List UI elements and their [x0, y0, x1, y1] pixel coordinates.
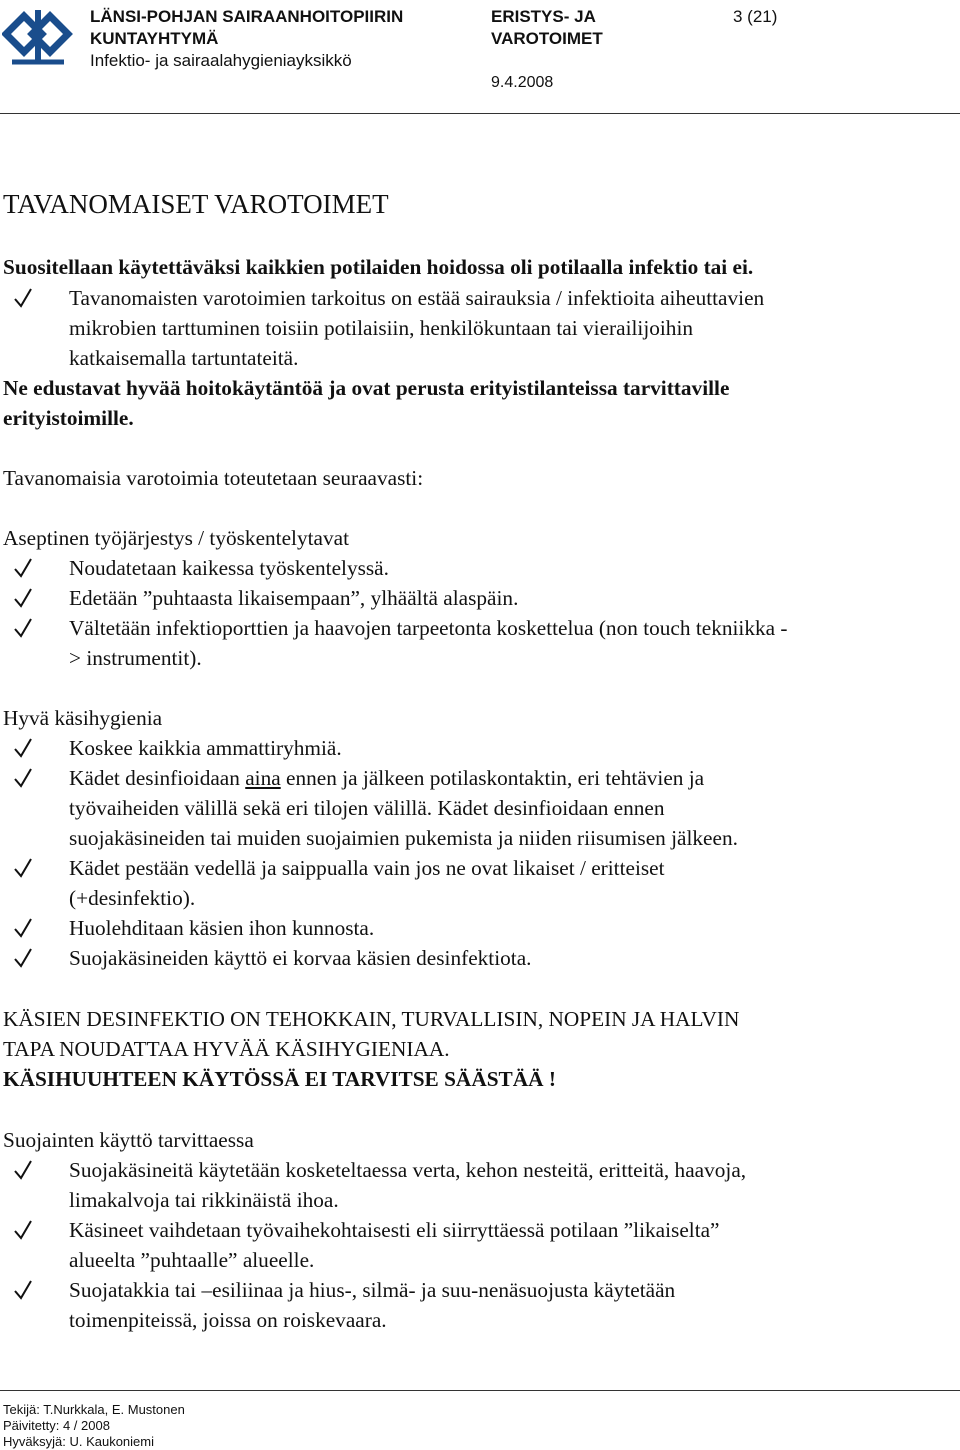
basis-text: erityistoimille. — [3, 406, 134, 430]
list-item-text: Vältetään infektioporttien ja haavojen tarpeetonta koskettelua (non touch tekniikka - — [69, 616, 788, 640]
document-date: 9.4.2008 — [491, 74, 554, 91]
list-item — [3, 613, 958, 673]
check-icon — [14, 613, 32, 643]
organization-name-line2: KUNTAYHTYMÄ — [90, 29, 219, 48]
implementation-heading: Tavanomaisia varotoimia toteutetaan seuraavasti: — [3, 466, 424, 490]
check-icon — [14, 553, 32, 583]
list-item-text: katkaisemalla tartuntateitä. — [69, 346, 299, 370]
list-item-text: Noudatetaan kaikessa työskentelyssä. — [69, 556, 389, 580]
list-item — [3, 283, 958, 373]
check-icon — [14, 1155, 32, 1185]
footer-divider — [0, 1390, 960, 1391]
footer-updated: Päivitetty: 4 / 2008 — [3, 1418, 110, 1433]
list-item-text-part: Kädet desinfioidaan — [69, 766, 246, 790]
check-icon — [14, 763, 32, 793]
list-item-text: Kädet pestään vedellä ja saippualla vain jos ne ovat likaiset / eritteiset — [69, 856, 665, 880]
organization-name: LÄNSI-POHJAN SAIRAANHOITOPIIRIN — [90, 7, 404, 26]
list-item — [3, 583, 958, 613]
list-item-text: mikrobien tarttuminen toisiin potilaisiin, henkilökuntaan tai vierailijoihin — [69, 316, 694, 340]
hygiene-heading: Hyvä käsihygienia — [3, 706, 163, 730]
emphasis-text: KÄSIEN DESINFEKTIO ON TEHOKKAIN, TURVALLISIN, NOPEIN JA HALVIN — [3, 1007, 740, 1031]
footer-approved: Hyväksyjä: U. Kaukoniemi — [3, 1434, 154, 1449]
list-item-text: Koskee kaikkia ammattiryhmiä. — [69, 736, 342, 760]
check-icon — [14, 853, 32, 883]
list-item — [3, 763, 958, 853]
check-icon — [14, 583, 32, 613]
check-icon — [14, 283, 32, 313]
list-item-text: Suojatakkia tai –esiliinaa ja hius-, silmä- ja suu-nenäsuojusta käytetään — [69, 1278, 676, 1302]
basis-text: Ne edustavat hyvää hoitokäytäntöä ja ovat perusta erityistilanteissa tarvittaville — [3, 376, 730, 400]
section-title: TAVANOMAISET VAROTOIMET — [3, 189, 389, 219]
list-item-text: (+desinfektio). — [69, 886, 196, 910]
aseptic-heading: Aseptinen työjärjestys / työskentelytavat — [3, 526, 350, 550]
list-item-text: Huolehditaan käsien ihon kunnosta. — [69, 916, 375, 940]
list-item-text: alueelta ”puhtaalle” alueelle. — [69, 1248, 315, 1272]
document-title: ERISTYS- JA — [491, 7, 596, 26]
check-icon — [14, 1275, 32, 1305]
list-item — [3, 913, 958, 943]
list-item — [3, 1275, 958, 1335]
list-item — [3, 553, 958, 583]
check-icon — [14, 1215, 32, 1245]
list-item — [3, 853, 958, 913]
emphasis-bold-text: KÄSIHUUHTEEN KÄYTÖSSÄ EI TARVITSE SÄÄSTÄÄ ! — [3, 1067, 556, 1091]
page-number: 3 (21) — [733, 7, 778, 26]
list-item-text: toimenpiteissä, joissa on roiskevaara. — [69, 1308, 387, 1332]
list-item-text-part: ennen ja jälkeen potilaskontaktin, eri tehtävien ja — [280, 766, 705, 790]
check-icon — [14, 913, 32, 943]
list-item-text: Edetään ”puhtaasta likaisempaan”, ylhäältä alaspäin. — [69, 586, 519, 610]
unit-name: Infektio- ja sairaalahygieniayksikkö — [90, 51, 352, 70]
hospital-district-logo — [2, 2, 74, 66]
recommendation-text: Suositellaan käytettäväksi kaikkien potilaiden hoidossa oli potilaalla infektio tai ei. — [3, 255, 754, 279]
check-icon — [14, 943, 32, 973]
list-item-text — [69, 763, 957, 793]
list-item — [3, 1155, 958, 1215]
list-item-text: suojakäsineiden tai muiden suojaimien pukemista ja niiden riisumisen jälkeen. — [69, 826, 738, 850]
list-item — [3, 1215, 958, 1275]
emphasized-word: aina — [245, 766, 281, 790]
list-item-text: työvaiheiden välillä sekä eri tilojen välillä. Kädet desinfioidaan ennen — [69, 796, 665, 820]
list-item-text: Tavanomaisten varotoimien tarkoitus on estää sairauksia / infektioita aiheuttavien — [69, 286, 765, 310]
list-item-text: Suojakäsineiden käyttö ei korvaa käsien desinfektiota. — [69, 946, 532, 970]
list-item-text: limakalvoja tai rikkinäistä ihoa. — [69, 1188, 339, 1212]
emphasis-text: TAPA NOUDATTAA HYVÄÄ KÄSIHYGIENIAA. — [3, 1037, 450, 1061]
list-item-text: > instrumentit). — [69, 646, 202, 670]
check-icon — [14, 733, 32, 763]
list-item — [3, 943, 958, 973]
list-item — [3, 733, 958, 763]
document-title-line2: VAROTOIMET — [491, 29, 603, 48]
footer-author: Tekijä: T.Nurkkala, E. Mustonen — [3, 1402, 185, 1417]
header-divider — [0, 113, 960, 114]
list-item-text: Käsineet vaihdetaan työvaihekohtaisesti eli siirryttäessä potilaan ”likaiselta” — [69, 1218, 720, 1242]
list-item-text: Suojakäsineitä käytetään kosketeltaessa verta, kehon nesteitä, eritteitä, haavoja, — [69, 1158, 747, 1182]
protection-heading: Suojainten käyttö tarvittaessa — [3, 1128, 254, 1152]
